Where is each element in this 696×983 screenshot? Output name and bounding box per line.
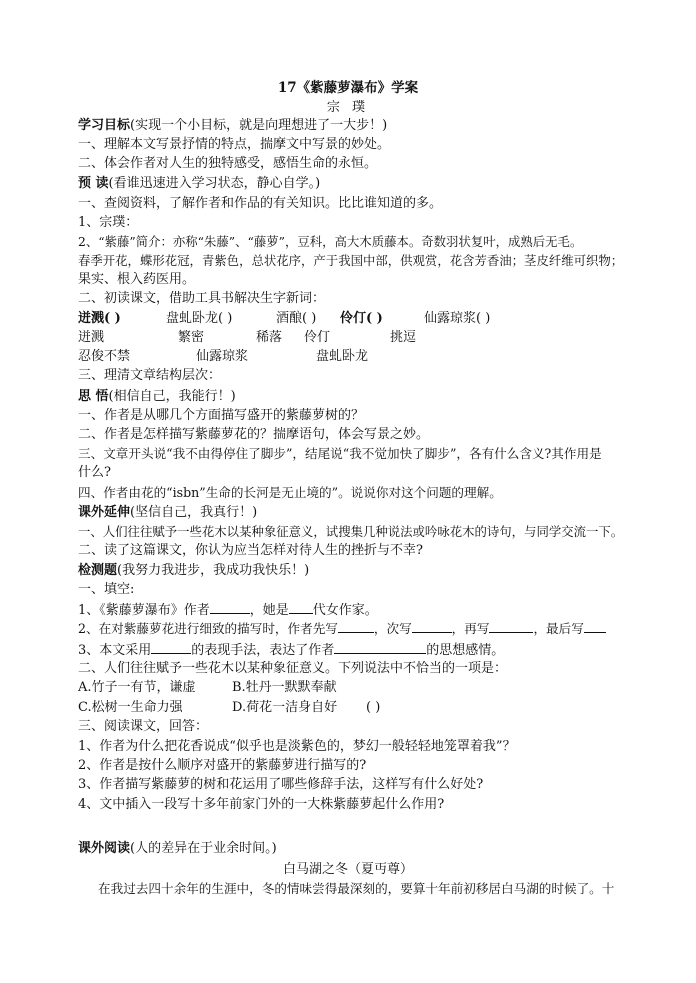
reflect-line: 二、作者是怎样描写紫藤萝花的？揣摩语句，体会写景之妙。 <box>78 427 430 442</box>
test-heading-note: (我努力我进步，我成功我快乐！) <box>117 563 310 578</box>
structure-line: 三、理清文章结构层次： <box>78 368 222 383</box>
preview-heading-note: (看谁迅速进入学习状态，静心自学。) <box>108 176 321 191</box>
extension-heading-note: (坚信自己，我真行！) <box>130 505 258 520</box>
answer-blank[interactable] <box>210 601 250 614</box>
vocab-word: 繁密 <box>178 330 205 345</box>
preview-heading: 预 读 <box>78 176 109 191</box>
preview-line: 果实、根入药医用。 <box>78 272 196 287</box>
extension-line: 一、人们往往赋予一些花木以某种象征意义，试搜集几种说法或吟咏花木的诗句，与同学交流一下。 <box>78 524 624 539</box>
vocab-item: 仙露琼浆( ) <box>424 311 491 326</box>
fill-text: 的表现手法，表达了作者 <box>191 643 335 658</box>
extension-line: 二、读了这篇课文，你认为应当怎样对待人生的挫折与不幸? <box>78 543 423 558</box>
reflect-heading-line <box>78 389 236 405</box>
goal-item: 二、体会作者对人生的独特感受，感悟生命的永恒。 <box>78 156 378 171</box>
answer-blank[interactable] <box>289 601 313 614</box>
reflect-line: 四、作者由花的“isbn”生命的长河是无止境的”。说说你对这个问题的理解。 <box>78 485 502 500</box>
reflect-heading-note: (相信自己，我能行！) <box>108 389 236 404</box>
goals-heading: 学习目标 <box>78 118 131 133</box>
extension-heading-line <box>78 505 257 521</box>
vocab-word: 仙露琼浆 <box>196 349 249 364</box>
fill-heading: 一、填空: <box>78 582 135 597</box>
vocab-word: 迸溅 <box>78 330 105 345</box>
fill-text: 2、在对紫藤萝花进行细致的描写时，作者先写 <box>78 621 338 636</box>
reflect-heading: 思 悟 <box>78 389 109 404</box>
reflect-line: 三、文章开头说“我不由得停住了脚步”，结尾说“我不觉加快了脚步”，各有什么含义?其作用是 <box>78 446 602 461</box>
fill-text: ，次写 <box>373 621 412 636</box>
reflect-line: 什么? <box>78 465 111 480</box>
choice-option-d: D.荷花一洁身自好 <box>232 700 338 715</box>
read-heading: 三、阅读课文，回答： <box>78 719 209 734</box>
preview-heading-line <box>78 176 320 192</box>
page-title: 17《紫藤萝瀑布》学案 <box>277 80 419 96</box>
author-name: 宗 璞 <box>326 100 370 115</box>
read-question: 3、作者描写紫藤萝的树和花运用了哪些修辞手法，这样写有什么好处? <box>78 777 484 792</box>
read-question: 2、作者是按什么顺序对盛开的紫藤萝进行描写的? <box>78 758 367 773</box>
fill-question-2 <box>78 620 606 637</box>
answer-blank[interactable] <box>412 620 452 633</box>
goal-item: 一、理解本文写景抒情的特点，揣摩文中写景的妙处。 <box>78 137 391 152</box>
passage-title: 白马湖之冬（夏丏尊） <box>282 862 413 877</box>
reading-heading: 课外阅读 <box>78 841 131 856</box>
choice-option-c: C.松树一生命力强 <box>78 700 183 715</box>
preview-line: 二、初读课文，借助工具书解决生字新词： <box>78 291 326 306</box>
vocab-item: 迸溅( ) <box>78 311 121 326</box>
fill-question-3 <box>78 641 504 659</box>
fill-text: ，她是 <box>249 603 289 618</box>
test-heading-line <box>78 563 309 579</box>
answer-blank[interactable] <box>151 641 191 654</box>
goals-heading-note: (实现一个小目标，就是向理想进了一大步！) <box>130 118 388 133</box>
answer-blank[interactable] <box>338 620 374 633</box>
choice-question: 二、人们往往赋予一些花木以某种象征意义。下列说法中不恰当的一项是： <box>78 661 508 676</box>
fill-text: 3、本文采用 <box>78 643 152 658</box>
read-question: 4、文中插入一段写十多年前家门外的一大株紫藤萝起什么作用? <box>78 797 445 812</box>
reading-heading-note: (人的差异在于业余时间。) <box>130 841 277 856</box>
answer-blank[interactable] <box>489 620 533 633</box>
fill-question-1 <box>78 601 378 619</box>
vocab-item: 伶仃( ) <box>340 311 383 326</box>
reflect-line: 一、作者是从哪几个方面描写盛开的紫藤萝树的？ <box>78 408 365 423</box>
vocab-word: 盘虬卧龙 <box>316 349 369 364</box>
vocab-word: 挑逗 <box>390 330 417 345</box>
preview-line: 2、“紫藤”简介：亦称“朱藤”、“藤萝”，豆科，高大木质藤本。奇数羽状复叶，成熟后无毛。 <box>78 234 583 249</box>
vocab-word: 伶仃 <box>304 330 331 345</box>
vocab-item: 酒酿( ) <box>276 311 317 326</box>
fill-text: 代女作家。 <box>312 603 378 618</box>
reading-heading-line <box>78 841 277 857</box>
fill-text: ，再写 <box>451 621 490 636</box>
fill-text: ，最后写 <box>533 621 584 636</box>
choice-option-b: B.牡丹一默默奉献 <box>232 680 337 695</box>
read-question: 1、作者为什么把花香说成“似乎也是淡紫色的，梦幻一般轻轻地笼罩着我”？ <box>78 739 516 754</box>
fill-text: 1、《紫藤萝瀑布》作者 <box>78 603 210 618</box>
answer-blank[interactable] <box>584 620 606 633</box>
extension-heading: 课外延伸 <box>78 505 131 520</box>
goals-heading-line <box>78 118 387 134</box>
vocab-word: 稀落 <box>256 330 283 345</box>
preview-line: 春季开花，蝶形花冠，青紫色，总状花序，产于我国中部，供观赏，花含芳香油；茎皮纤维可织物； <box>78 253 624 268</box>
vocab-item: 盘虬卧龙( ) <box>166 311 233 326</box>
fill-text: 的思想感情。 <box>426 643 505 658</box>
answer-blank[interactable] <box>334 641 426 654</box>
choice-answer-paren[interactable]: ( ) <box>366 700 381 715</box>
test-heading: 检测题 <box>78 563 118 578</box>
vocab-word: 忍俊不禁 <box>78 349 131 364</box>
preview-line: 一、查阅资料，了解作者和作品的有关知识。比比谁知道的多。 <box>78 196 443 211</box>
choice-option-a: A.竹子一有节，谦虚 <box>78 680 196 695</box>
passage-text: 在我过去四十余年的生涯中，冬的情味尝得最深刻的，要算十年前初移居白马湖的时候了。十 <box>98 881 615 896</box>
preview-line: 1、宗璞： <box>78 215 139 230</box>
